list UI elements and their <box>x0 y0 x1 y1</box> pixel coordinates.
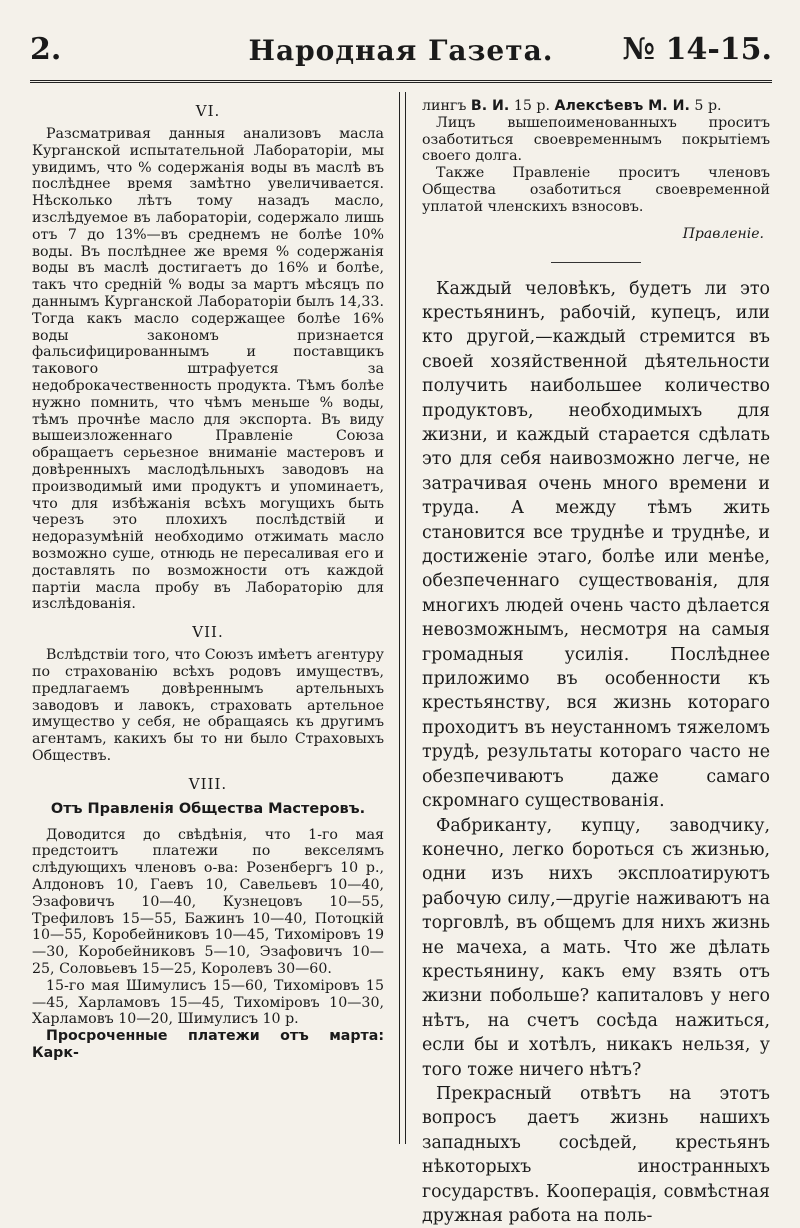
overdue-cont-5: 5 р. <box>694 98 722 114</box>
column-divider <box>399 92 406 1144</box>
section-8-text-may1: Доводится до свѣдѣнія, что 1-го мая предстоитъ платежи по векселямъ слѣдующихъ членовъ о-ва: Розенбергъ 10 р., Алдоновъ 10, Гаевъ 10, Савельевъ 10—40, Эзафовичъ 10—40, Кузнецовъ 10—55, Трефиловъ 15—55, Бажинъ 10—40, Потоцкій 10—55, Коробейниковъ 10—45, Тихоміровъ 19—30, Коробейниковъ 5—10, Эзафовичъ 10—25, Соловьевъ 15—25, Королевъ 30—60. <box>32 826 384 978</box>
section-8-text-may15: 15-го мая Шимулисъ 15—60, Тихоміровъ 15—45, Харламовъ 15—45, Тихоміровъ 10—30, Харламовъ 10—20, Шимулисъ 10 р. <box>32 977 384 1028</box>
overdue-cont-3: 15 р. <box>513 98 550 114</box>
article-paragraph-1: Каждый человѣкъ, будетъ ли это крестьянинъ, рабочій, купецъ, или кто другой,—каждый стремится въ своей хозяйственной дѣятельности получить наибольшее количество продуктовъ, необходимыхъ для жизни, и каждый старается сдѣлать это для себя наивозможно легче, не затрачивая очень много времени и труда. А между тѣмъ жить становится все труднѣе и труднѣе, и достиженіе этаго, болѣе или менѣе, обезпеченнаго существованія, для многихъ людей очень часто дѣлается невозможнымъ, несмотря на самыя громадныя усилія. Послѣднее приложимо въ особенности къ крестьянству, вся жизнь котораго проходитъ въ неустанномъ тяжеломъ трудѣ, результаты котораго часто не обезпечиваютъ даже самаго скромнаго существованія. <box>422 278 770 812</box>
section-7-text: Вслѣдствіи того, что Союзъ имѣетъ агентуру по страхованію всѣхъ родовъ имуществъ, предлагаемъ довѣреннымъ артельныхъ заводовъ и лавокъ, страховать артельное имущество у себя, не обращаясь къ другимъ агентамъ, какихъ бы то ни было Страховыхъ Обществъ. <box>32 647 384 764</box>
section-separator <box>551 262 641 263</box>
overdue-cont-2: В. И. <box>470 98 510 114</box>
right-column <box>422 98 770 1228</box>
page-number: 2. <box>30 32 62 67</box>
left-column <box>32 98 384 1062</box>
section-8-subheading: Отъ Правленія Общества Мастеровъ. <box>50 800 366 817</box>
overdue-cont-4: Алексѣевъ М. И. <box>554 98 690 114</box>
section-8-heading: VIII. <box>188 774 228 793</box>
masthead <box>30 30 772 83</box>
notice-paragraph-2: Также Правленіе проситъ членовъ Общества озаботиться своевременной уплатой членскихъ взносовъ. <box>422 165 770 215</box>
article-paragraph-2: Фабриканту, купцу, заводчику, конечно, легко бороться съ жизнью, одни изъ нихъ эксплоатируютъ рабочую силу,—другіе наживаютъ на торговлѣ, въ общемъ для нихъ жизнь не мачеха, а мать. Что же дѣлать крестьянину, какъ ему взять отъ жизни побольше? капиталовъ у него нѣтъ, на счетъ сосѣда нажиться, если бы и хотѣлъ, никакъ нельзя, у того тоже ничего нѣтъ? <box>422 815 770 1080</box>
overdue-continuation <box>422 98 770 115</box>
overdue-cont-1: лингъ <box>422 98 467 114</box>
signature: Правленіе. <box>682 225 764 242</box>
section-6-heading: VI. <box>195 102 221 120</box>
overdue-label: Просроченные платежи отъ марта: Карк- <box>32 1028 384 1062</box>
newspaper-title: Народная Газета. <box>248 34 554 67</box>
article-paragraph-3: Прекрасный отвѣтъ на этотъ вопросъ даетъ жизнь нашихъ западныхъ сосѣдей, крестьянъ нѣкоторыхъ иностранныхъ государствъ. Кооперація, совмѣстная дружная работа на поль- <box>422 1083 770 1227</box>
notice-paragraph-1: Лицъ вышепоименованныхъ проситъ озаботиться своевременнымъ покрытіемъ своего долга. <box>422 114 770 165</box>
section-7-heading: VII. <box>192 623 224 642</box>
section-6-text: Разсматривая данныя анализовъ масла Курганской испытательной Лабораторіи, мы увидимъ, что % содержанія воды въ маслѣ въ послѣднее время замѣтно увеличивается. Нѣсколько лѣтъ тому назадъ масло, изслѣдуемое въ лабораторіи, содержало лишь отъ 7 до 13%—въ среднемъ не болѣе 10% воды. Въ послѣднее же время % содержанія воды въ маслѣ достигаетъ до 16% и болѣе, такъ что средній % воды за мартъ мѣсяцъ по даннымъ Курганской Лабораторіи былъ 14,33. Тогда какъ масло содержащее болѣе 16% воды закономъ признается фальсифицированнымъ и поставщикъ такового штрафуется за недоброкачественность продукта. Тѣмъ болѣе нужно помнить, что чѣмъ меньше % воды, тѣмъ прочнѣе масло для экспорта. Въ виду вышеизложеннаго Правленіе Союза обращаетъ серьезное вниманіе мастеровъ и довѣренныхъ маслодѣльныхъ заводовъ на производимый ими продуктъ и упоминаетъ, что для избѣжанія всѣхъ могущихъ быть черезъ это плохихъ послѣдствій и недоразумѣній необходимо отжимать масло возможно суше, отнюдь не пересаливая его и доставлять по возможности отъ каждой партіи масла пробу въ Лабораторію для изслѣдованія. <box>32 126 384 613</box>
issue-number: № 14-15. <box>622 32 772 67</box>
